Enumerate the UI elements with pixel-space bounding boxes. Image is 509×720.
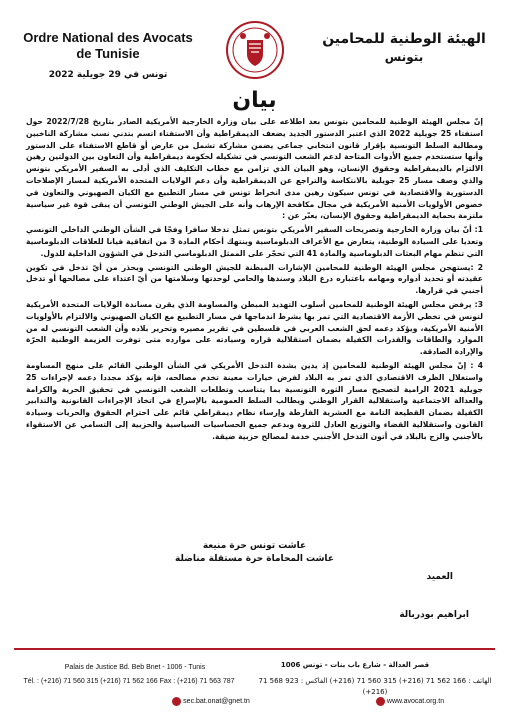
document-date: تونس في 29 جويلية 2022 [48, 70, 168, 80]
body-paragraph: 4 : إنّ مجلس الهيئة الوطنية للمحامين إذ يدين بشدة التدخل الأمريكي في الشأن الوطني القائم على منهج المساومة واستغلال الظرف الاقتصادي الذي تمر به البلاد لفرض خيارات معينة تخدم مصالحه، فإنه يؤكد مجددا دعمه لإجراءات 25 جويلية 2021 الرامية لتصحيح مسار الثورة التونسية بما يتناسب وتطلعات الشعب التونسي في تحقيق الحرية والكرامة والعدالة الاجتماعية واستقلالية القرار الوطني ويطالب السلط العمومية بالإسراع في اتخاذ الإجراءات القانونية والتدابير الكفيلة بضمان القطيعة التامة مع العشرية الفارطة وإرساء نظام ديمقراطي قائم على احترام الحقوق والحريات وسيادة القانون واستقلالية القضاء والتوزيع العادل للثروة وبدعم جميع الحساسيات السياسية والحزبية إلى التسامي عن الاستقواء بالأجنبي والزج بالبلاد في أتون التدخل الأجنبي خدمة لمصالح حزبية ضيقة. [26, 360, 483, 441]
footer-website-text: www.avocat.org.tn [386, 698, 445, 705]
signature-name: ابراهيم بودربالة [399, 610, 469, 620]
body-paragraph: إنّ مجلس الهيئة الوطنية للمحامين بتونس بعد اطلاعه على بيان وزارة الخارجية الأمريكية الصادر بتاريخ 2022/7/28 حول استفتاء 25 جويلية 2022 الذي اعتبر الدستور الجديد يضعف الديمقراطية وأن الاستفتاء اتسم بتدني نسب مشاركة الناخبين ومطالبة السلط التونسية بإقرار قانون انتخابي جماعي يضمن مشاركة تشمل من عارض أو قاطع الاستفتاء على الدستور وأنها ستستخدم جميع الأدوات المتاحة لدعم الشعب التونسي في تشكيله لحكومة ديمقراطية وأن التعاون بين الدولتين رهين الالتزام بالديمقراطية وحقوق الإنسان، وهو البيان الذي تزامن مع خطاب التكليف الذي أدلى به السفير الأمريكي بتونس والذي وصف مسار 25 جويلية بالانتكاسة والتراجع عن الديمقراطية وأن دعم الولايات المتحدة الأمريكية لمسار الإصلاحات الدستورية والاقتصادية في تونس سيكون رهين مدى انخراط تونس في مسار التطبيع مع الكيان الصهيوني والتعاون في خصوص الأولويات الأمنية الأمريكية في مجال مكافحة الإرهاب وأنه على الجيش الوطني التونسي أن يبقى قوة غير سياسية ملتزمة بحماية الديمقراطية وحقوق الإنسان، يعبّر عن : [26, 117, 484, 221]
header-french-line1: Ordre National des Avocats [23, 30, 193, 45]
header-arabic-line2: بتونس [384, 50, 424, 64]
footer-email[interactable] [150, 696, 270, 707]
statement-body [26, 116, 483, 568]
body-paragraph: 3: يرفض مجلس الهيئة الوطنية للمحامين أسلوب التهديد المبطن والمساومة الذي يقرن مساندة الولايات المتحدة الأمريكية لتونس في تخطي الأزمة الاقتصادية التي تمر بها بشرط اندماجها في مسار التطبيع مع الكيان الصهيوني والالتزام بالأولويات الأمنية الأمريكية، ويؤكد دعمه لحق الشعب العربي في فلسطين في تقرير مصيره وتحرير بلاده وأن الشعب التونسي له من الموارد والطاقات والقدرات الكفيلة بضمان استقلالية قراره وسيادته على موارده متى توفرت العزيمة الوطنية الحرّة والإرادة الصادقة. [26, 299, 483, 357]
document-title: بيان [232, 88, 277, 113]
signature-label: العميد [426, 572, 453, 582]
email-icon [172, 697, 181, 706]
footer-phone-arabic: الهاتف : 166 562 71 (216+) 315 560 71 (216+) الفاكس : 923 568 71 (216+) [258, 677, 492, 696]
body-paragraph: 1: أنّ بيان وزارة الخارجية وتصريحات السفير الأمريكي بتونس تمثل تدخلا سافرا وفجّا في الشأن الوطني الداخلي التونسي وتعديا على السيادة الوطنية، يتعارض مع الأعراف الدبلوماسية وينتهك أحكام المادة 3 من اتفاقية فيانا للعلاقات الدبلوماسية التي تنظم مهام البعثات الدبلوماسية والمادة 41 التي تحجّر على الممثل الدبلوماسي التدخل في الشؤون الداخلية للدول. [26, 225, 483, 258]
footer-phone-french: Tél. : (+216) 71 560 315 (+216) 71 562 166 Fax : (+216) 71 563 787 [23, 678, 235, 685]
bar-logo-icon [225, 20, 285, 80]
header-arabic-line1: الهيئة الوطنية للمحامين [322, 31, 486, 47]
closing-line2: عاشت المحاماة حرة مستقلة مناضلة [175, 554, 334, 564]
closing-slogans [0, 540, 509, 566]
body-paragraph: 2 :يستهجن مجلس الهيئة الوطنية للمحامين الإشارات المبطنة للجيش الوطني التونسي ويحذر من أيّ تدخل في تكوين عقيدته أو تحديد أدواره ومهامه باعتباره درع البلاد وسندها والحامي لوحدتها وسلامتها من أيّ اعتداء على مصالحها أو تدخل أجنبي في قرارها. [26, 262, 483, 296]
closing-line1: عاشت تونس حرة منيعة [202, 541, 307, 551]
footer-website[interactable] [329, 696, 489, 707]
header-french-line2: de Tunisie [76, 46, 140, 61]
footer-divider [14, 648, 495, 650]
footer-address-arabic: قصر العدالة - شارع باب بنات - تونس 1006 [280, 661, 430, 669]
header-arabic [319, 30, 489, 66]
globe-icon [376, 697, 385, 706]
footer-address-french: Palais de Justice Bd. Beb Bnet - 1006 - Tunis [64, 664, 206, 671]
header-french [18, 30, 198, 62]
footer-email-text: sec.bat.onat@gnet.tn [183, 698, 250, 705]
